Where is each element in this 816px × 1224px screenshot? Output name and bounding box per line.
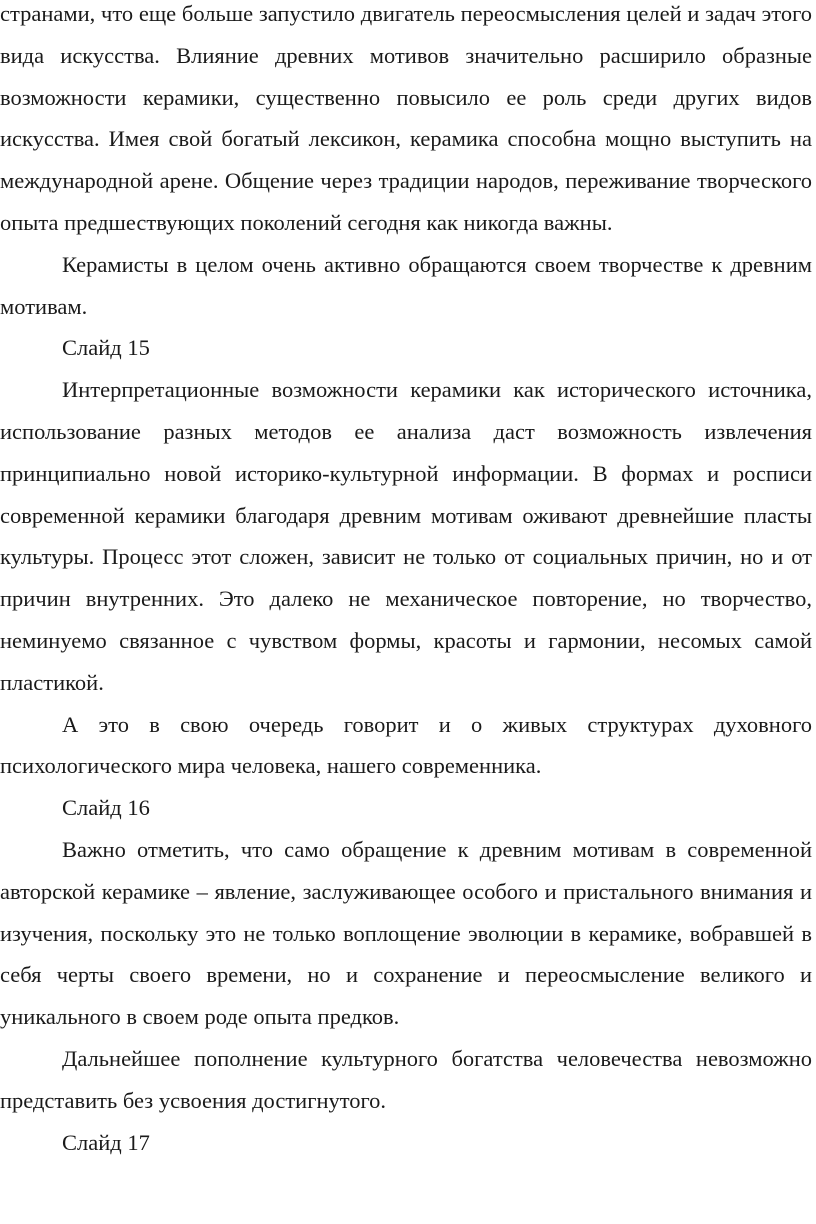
slide-16-heading: Слайд 16	[62, 795, 150, 821]
slide-17-heading: Слайд 17	[62, 1129, 150, 1155]
paragraph-6: Дальнейшее пополнение культурного богатства человечества невозможно представить без усвоения достигнутого.	[0, 1045, 812, 1113]
paragraph-3: Интерпретационные возможности керамики как исторического источника, использование разных методов ее анализа даст возможность извлечения принципиально новой историко-культурной информации. В формах и росписи современной керамики благодаря древним мотивам оживают древнейшие пласты культуры. Процесс этот сложен, зависит не только от социальных причин, но и от причин внутренних. Это далеко не механическое повторение, но творчество, неминуемо связанное с чувством формы, красоты и гармонии, несомых самой пластикой.	[0, 377, 812, 695]
paragraph-2: Керамисты в целом очень активно обращаются своем творчестве к древним мотивам.	[0, 251, 812, 319]
paragraph-5: Важно отметить, что само обращение к древним мотивам в современной авторской керамике – явление, заслуживающее особого и пристального внимания и изучения, поскольку это не только воплощение эволюции в керамике, вобравшей в себя черты своего времени, но и сохранение и переосмысление великого и уникального в своем роде опыта предков.	[0, 836, 812, 1030]
slide-15-heading: Слайд 15	[62, 335, 150, 361]
paragraph-4: А это в свою очередь говорит и о живых структурах духовного психологического мира человека, нашего современника.	[0, 711, 812, 779]
paragraph-1: странами, что еще больше запустило двигатель переосмысления целей и задач этого вида искусства. Влияние древних мотивов значительно расширило образные возможности керамики, существенно повысило ее роль среди других видов искусства. Имея свой богатый лексикон, керамика способна мощно выступить на международной арене. Общение через традиции народов, переживание творческого опыта предшествующих поколений сегодня как никогда важны.	[0, 1, 812, 235]
